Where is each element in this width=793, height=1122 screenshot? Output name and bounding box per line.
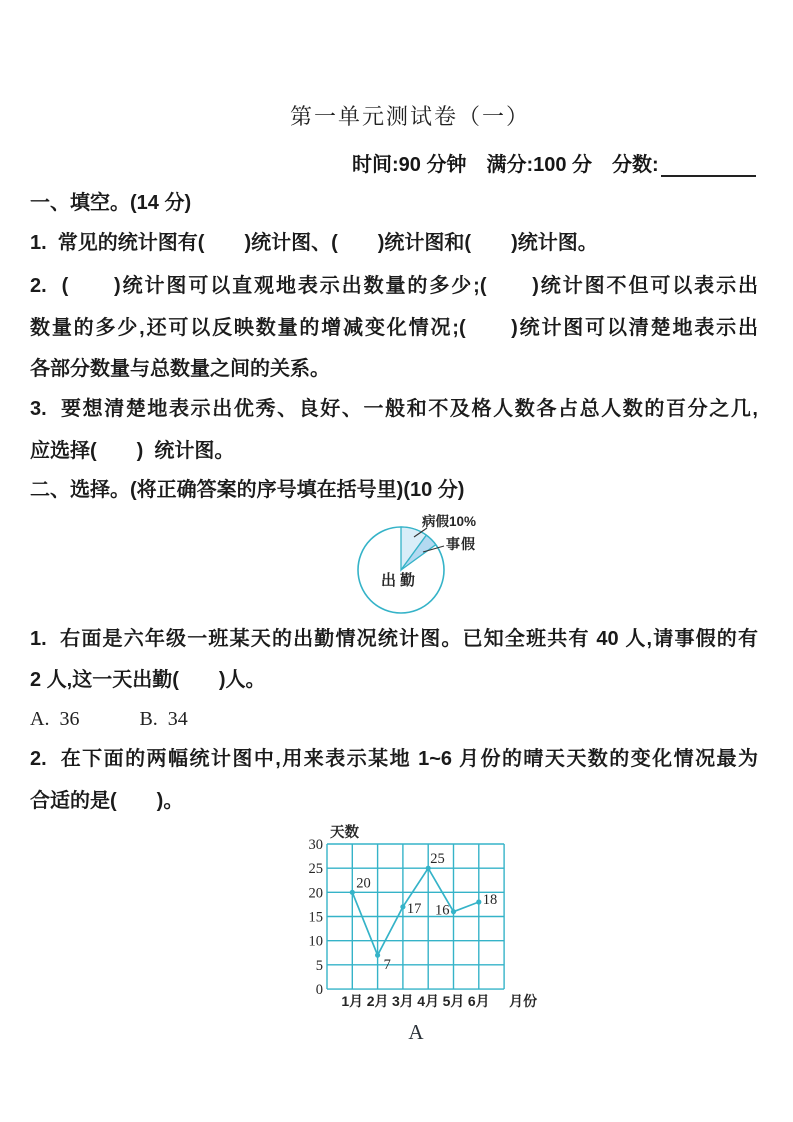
x-tick-label: 3月 bbox=[392, 993, 414, 1010]
choice-q1-options: A. 36 B. 34 bbox=[30, 708, 188, 730]
data-point bbox=[476, 899, 481, 904]
y-tick-label: 30 bbox=[308, 837, 323, 853]
x-tick-label: 5月 bbox=[442, 993, 465, 1010]
y-tick-label: 0 bbox=[315, 982, 323, 999]
q1-fill-blank: 1. 常见的统计图有( )统计图、( )统计图和( )统计图。 bbox=[30, 232, 598, 254]
pie-label-sick-leave: 病假10% bbox=[422, 514, 477, 529]
data-value-label: 25 bbox=[430, 851, 445, 868]
pie-label-personal-leave: 事假 bbox=[446, 536, 476, 552]
q3-fill-blank-line2: 应选择( ) 统计图。 bbox=[30, 440, 235, 462]
x-tick-label: 4月 bbox=[417, 993, 440, 1010]
y-tick-label: 25 bbox=[308, 861, 323, 878]
choice-q1-line2: 2 人,这一天出勤( )人。 bbox=[30, 669, 266, 691]
x-tick-label: 2月 bbox=[366, 993, 389, 1010]
section1-heading: 一、填空。(14 分) bbox=[30, 192, 192, 214]
choice-q1-line1: 1. 右面是六年级一班某天的出勤情况统计图。已知全班共有 40 人,请事假的有 bbox=[30, 628, 758, 650]
y-tick-label: 10 bbox=[308, 933, 323, 950]
data-point bbox=[451, 909, 456, 914]
x-tick-label: 1月 bbox=[341, 993, 364, 1010]
page-title: 第一单元测试卷（一） bbox=[289, 104, 530, 129]
data-value-label: 16 bbox=[435, 902, 450, 919]
pie-label-attendance: 出勤 bbox=[381, 572, 420, 589]
data-value-label: 7 bbox=[383, 957, 391, 974]
x-tick-label: 6月 bbox=[467, 993, 490, 1010]
y-tick-label: 20 bbox=[308, 885, 323, 902]
chart-option-label: A bbox=[408, 1020, 424, 1044]
data-point bbox=[375, 953, 380, 958]
q2-fill-blank-line3: 各部分数量与总数量之间的关系。 bbox=[30, 358, 330, 380]
q2-fill-blank-line1: 2. ( )统计图可以直观地表示出数量的多少;( )统计图不但可以表示出 bbox=[30, 275, 758, 297]
data-value-label: 18 bbox=[482, 892, 498, 909]
q2-fill-blank-line2: 数量的多少,还可以反映数量的增减变化情况;( )统计图可以清楚地表示出 bbox=[30, 317, 758, 339]
y-tick-label: 5 bbox=[315, 957, 323, 974]
exam-meta-text: 时间:90 分钟 满分:100 分 分数: bbox=[352, 154, 659, 176]
sunny-days-line-chart bbox=[298, 816, 548, 1016]
data-value-label: 17 bbox=[406, 900, 422, 917]
y-tick-label: 15 bbox=[308, 909, 323, 926]
x-axis-title: 月份 bbox=[509, 993, 538, 1010]
data-point bbox=[350, 890, 355, 895]
exam-meta-line bbox=[352, 148, 756, 177]
attendance-pie-chart bbox=[345, 504, 495, 624]
q3-fill-blank-line1: 3. 要想清楚地表示出优秀、良好、一般和不及格人数各占总人数的百分之几, bbox=[30, 398, 758, 420]
section2-heading: 二、选择。(将正确答案的序号填在括号里)(10 分) bbox=[30, 479, 465, 501]
score-blank-line bbox=[661, 153, 756, 177]
choice-q2-line1: 2. 在下面的两幅统计图中,用来表示某地 1~6 月份的晴天天数的变化情况最为 bbox=[30, 748, 758, 770]
data-value-label: 20 bbox=[356, 875, 371, 892]
y-axis-title: 天数 bbox=[330, 825, 359, 841]
data-point bbox=[400, 904, 405, 909]
choice-q2-line2: 合适的是( )。 bbox=[30, 790, 184, 812]
